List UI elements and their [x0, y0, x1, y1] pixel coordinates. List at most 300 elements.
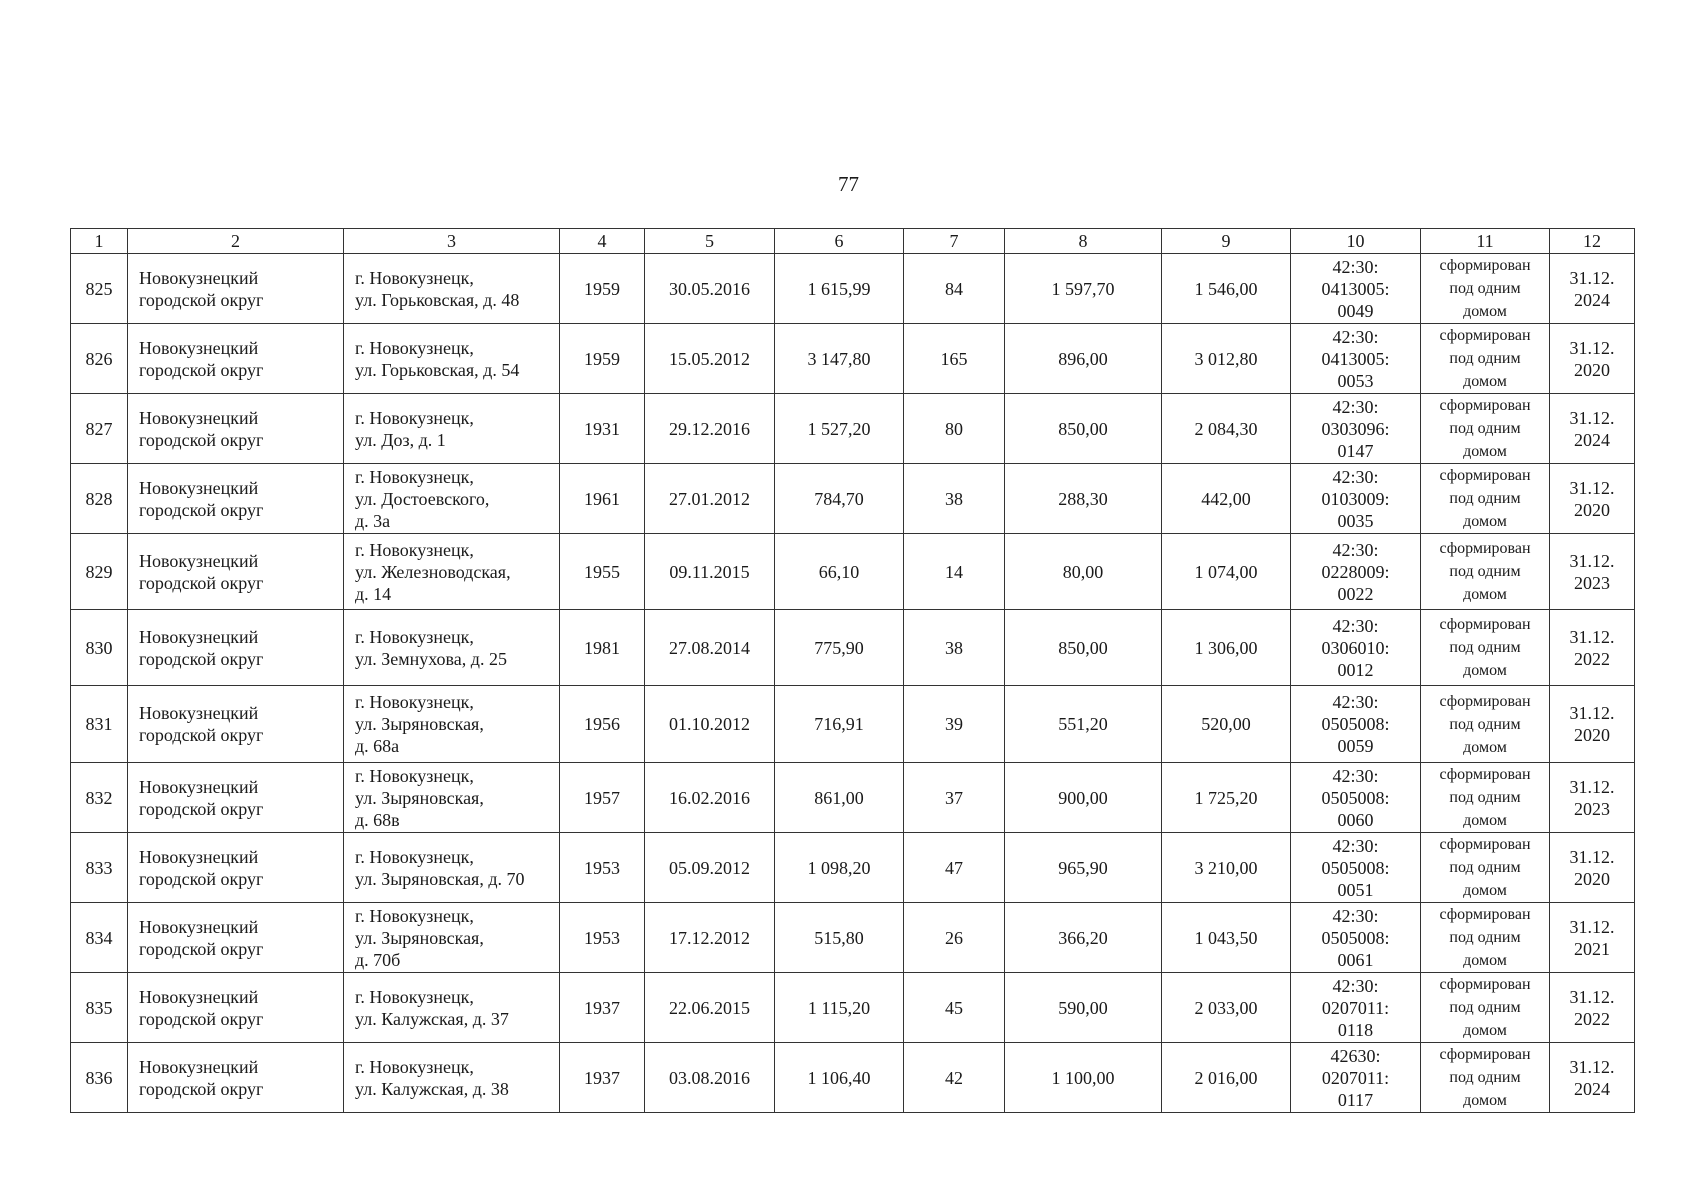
- cell-area-8: 590,00: [1005, 973, 1162, 1043]
- cell-line: домом: [1463, 513, 1507, 530]
- table-row: [71, 973, 1635, 1043]
- cell-line: г. Новокузнецк,: [355, 765, 474, 786]
- cell-residents: 26: [904, 903, 1005, 973]
- cell-build-year: 1937: [560, 1043, 645, 1113]
- cell-line: Новокузнецкий: [139, 477, 259, 498]
- cell-date: 22.06.2015: [645, 973, 775, 1043]
- cell-line: сформирован: [1439, 397, 1531, 414]
- cell-line: г. Новокузнецк,: [355, 986, 474, 1007]
- cell-line: под одним: [1449, 789, 1521, 806]
- cell-line: 42:30:: [1332, 396, 1379, 417]
- cell-line: г. Новокузнецк,: [355, 407, 474, 428]
- cell-line: под одним: [1449, 280, 1521, 297]
- cell-date: 29.12.2016: [645, 394, 775, 464]
- cell-cadastral-number: [1291, 394, 1421, 464]
- column-number-12: 12: [1550, 229, 1635, 254]
- cell-line: Новокузнецкий: [139, 267, 259, 288]
- cell-line: д. 70б: [355, 949, 401, 970]
- cell-area-9: 1 725,20: [1162, 763, 1291, 833]
- cell-line: 42:30:: [1332, 765, 1379, 786]
- cell-line: 0413005:: [1321, 278, 1390, 299]
- cell-address: [344, 973, 560, 1043]
- cell-line: городской округ: [139, 359, 264, 380]
- cell-build-year: 1955: [560, 534, 645, 610]
- cell-line: 0117: [1337, 1089, 1374, 1110]
- cell-build-year: 1957: [560, 763, 645, 833]
- cell-municipality: [128, 1043, 344, 1113]
- cell-line: г. Новокузнецк,: [355, 1056, 474, 1077]
- housing-registry-table: [70, 228, 1635, 1113]
- cell-line: городской округ: [139, 868, 264, 889]
- table-row: [71, 903, 1635, 973]
- cell-area-8: 1 597,70: [1005, 254, 1162, 324]
- cell-line: 2020: [1574, 868, 1610, 889]
- cell-line: Новокузнецкий: [139, 986, 259, 1007]
- cell-line: 2024: [1574, 429, 1610, 450]
- cell-municipality: [128, 394, 344, 464]
- cell-date: 16.02.2016: [645, 763, 775, 833]
- cell-line: 31.12.: [1569, 703, 1615, 723]
- cell-deadline: [1550, 686, 1635, 763]
- cell-area-9: 1 306,00: [1162, 610, 1291, 686]
- cell-residents: 38: [904, 464, 1005, 534]
- cell-address: [344, 903, 560, 973]
- cell-residents: 42: [904, 1043, 1005, 1113]
- cell-area-total: 1 527,20: [775, 394, 904, 464]
- cell-date: 27.01.2012: [645, 464, 775, 534]
- cell-line: 2022: [1574, 648, 1610, 669]
- cell-line: 42:30:: [1332, 466, 1379, 487]
- cell-line: 0306010:: [1321, 637, 1390, 658]
- cell-line: под одним: [1449, 420, 1521, 437]
- cell-area-8: 896,00: [1005, 324, 1162, 394]
- cell-line: Новокузнецкий: [139, 846, 259, 867]
- cell-line: 0118: [1337, 1019, 1374, 1040]
- cell-deadline: [1550, 464, 1635, 534]
- cell-line: под одним: [1449, 715, 1521, 733]
- cell-row-number: 830: [71, 610, 128, 686]
- cell-row-number: 827: [71, 394, 128, 464]
- cell-line: 2023: [1574, 798, 1610, 819]
- cell-line: 0103009:: [1321, 488, 1390, 509]
- cell-row-number: 832: [71, 763, 128, 833]
- cell-line: ул. Горьковская, д. 48: [355, 289, 520, 310]
- cell-row-number: 835: [71, 973, 128, 1043]
- cell-area-total: 1 106,40: [775, 1043, 904, 1113]
- cell-row-number: 825: [71, 254, 128, 324]
- cell-date: 03.08.2016: [645, 1043, 775, 1113]
- cell-line: Новокузнецкий: [139, 916, 259, 937]
- table-row: [71, 324, 1635, 394]
- cell-residents: 39: [904, 686, 1005, 763]
- cell-line: 31.12.: [1569, 626, 1615, 647]
- cell-line: д. 14: [355, 583, 392, 604]
- cell-municipality: [128, 464, 344, 534]
- cell-line: 0505008:: [1321, 714, 1390, 734]
- cell-area-total: 784,70: [775, 464, 904, 534]
- cell-row-number: 829: [71, 534, 128, 610]
- column-number-11: 11: [1421, 229, 1550, 254]
- cell-address: [344, 763, 560, 833]
- cell-cadastral-number: [1291, 610, 1421, 686]
- cell-line: домом: [1463, 1022, 1507, 1039]
- cell-line: Новокузнецкий: [139, 776, 259, 797]
- cell-line: сформирован: [1439, 540, 1531, 557]
- cell-line: под одним: [1449, 350, 1521, 367]
- cell-line: 0022: [1337, 583, 1374, 604]
- cell-line: 2020: [1574, 359, 1610, 380]
- cell-area-total: 716,91: [775, 686, 904, 763]
- cell-deadline: [1550, 324, 1635, 394]
- cell-cadastral-number: [1291, 254, 1421, 324]
- cell-line: ул. Зыряновская,: [355, 787, 484, 808]
- cell-residents: 37: [904, 763, 1005, 833]
- cell-line: 0035: [1337, 510, 1374, 531]
- cell-area-8: 965,90: [1005, 833, 1162, 903]
- cell-line: городской округ: [139, 1078, 264, 1099]
- cell-row-number: 831: [71, 686, 128, 763]
- cell-deadline: [1550, 833, 1635, 903]
- cell-row-number: 826: [71, 324, 128, 394]
- cell-area-total: 515,80: [775, 903, 904, 973]
- cell-area-9: 3 012,80: [1162, 324, 1291, 394]
- cell-area-9: 1 546,00: [1162, 254, 1291, 324]
- cell-line: ул. Калужская, д. 38: [355, 1078, 509, 1099]
- cell-line: домом: [1463, 738, 1507, 756]
- cell-line: ул. Калужская, д. 37: [355, 1008, 509, 1029]
- cell-line: 0060: [1337, 809, 1374, 830]
- column-number-8: 8: [1005, 229, 1162, 254]
- cell-cadastral-number: [1291, 833, 1421, 903]
- cell-date: 01.10.2012: [645, 686, 775, 763]
- cell-line: 42630:: [1330, 1045, 1381, 1066]
- cell-line: сформирован: [1439, 1046, 1531, 1063]
- cell-date: 30.05.2016: [645, 254, 775, 324]
- cell-line: 0051: [1337, 879, 1374, 900]
- cell-row-number: 828: [71, 464, 128, 534]
- cell-deadline: [1550, 610, 1635, 686]
- cell-line: Новокузнецкий: [139, 407, 259, 428]
- cell-line: 31.12.: [1569, 986, 1615, 1007]
- cell-row-number: 834: [71, 903, 128, 973]
- cell-line: городской округ: [139, 725, 264, 745]
- cell-land-plot-status: [1421, 686, 1550, 763]
- cell-land-plot-status: [1421, 973, 1550, 1043]
- cell-date: 27.08.2014: [645, 610, 775, 686]
- cell-line: 2020: [1574, 725, 1610, 745]
- cell-area-9: 2 084,30: [1162, 394, 1291, 464]
- cell-residents: 38: [904, 610, 1005, 686]
- cell-line: 0207011:: [1321, 997, 1390, 1018]
- cell-line: г. Новокузнецк,: [355, 539, 474, 560]
- cell-line: д. 68а: [355, 736, 400, 756]
- cell-line: 0413005:: [1321, 348, 1390, 369]
- cell-line: ул. Горьковская, д. 54: [355, 359, 520, 380]
- cell-line: Новокузнецкий: [139, 1056, 259, 1077]
- cell-line: 2024: [1574, 289, 1610, 310]
- cell-land-plot-status: [1421, 903, 1550, 973]
- cell-line: сформирован: [1439, 766, 1531, 783]
- cell-line: городской округ: [139, 429, 264, 450]
- cell-cadastral-number: [1291, 534, 1421, 610]
- cell-land-plot-status: [1421, 254, 1550, 324]
- cell-line: под одним: [1449, 929, 1521, 946]
- table-row: [71, 1043, 1635, 1113]
- table-row: [71, 686, 1635, 763]
- cell-line: д. 68в: [355, 809, 400, 830]
- cell-line: домом: [1463, 373, 1507, 390]
- cell-address: [344, 833, 560, 903]
- cell-build-year: 1937: [560, 973, 645, 1043]
- cell-municipality: [128, 610, 344, 686]
- column-number-6: 6: [775, 229, 904, 254]
- cell-date: 05.09.2012: [645, 833, 775, 903]
- cell-line: домом: [1463, 882, 1507, 899]
- cell-area-9: 520,00: [1162, 686, 1291, 763]
- cell-area-8: 80,00: [1005, 534, 1162, 610]
- cell-line: 31.12.: [1569, 776, 1615, 797]
- cell-municipality: [128, 903, 344, 973]
- cell-line: 31.12.: [1569, 916, 1615, 937]
- cell-line: Новокузнецкий: [139, 703, 259, 723]
- cell-address: [344, 610, 560, 686]
- cell-area-8: 1 100,00: [1005, 1043, 1162, 1113]
- cell-build-year: 1931: [560, 394, 645, 464]
- cell-line: 2022: [1574, 1008, 1610, 1029]
- cell-line: 0147: [1337, 440, 1374, 461]
- cell-area-8: 551,20: [1005, 686, 1162, 763]
- cell-residents: 45: [904, 973, 1005, 1043]
- cell-line: городской округ: [139, 572, 264, 593]
- cell-deadline: [1550, 394, 1635, 464]
- column-number-4: 4: [560, 229, 645, 254]
- cell-residents: 84: [904, 254, 1005, 324]
- cell-line: сформирован: [1439, 327, 1531, 344]
- cell-line: домом: [1463, 1092, 1507, 1109]
- cell-address: [344, 324, 560, 394]
- cell-build-year: 1961: [560, 464, 645, 534]
- cell-municipality: [128, 833, 344, 903]
- cell-address: [344, 394, 560, 464]
- cell-line: 42:30:: [1332, 615, 1379, 636]
- cell-line: под одним: [1449, 1069, 1521, 1086]
- cell-build-year: 1959: [560, 254, 645, 324]
- table-row: [71, 610, 1635, 686]
- cell-line: городской округ: [139, 499, 264, 520]
- cell-deadline: [1550, 763, 1635, 833]
- cell-line: Новокузнецкий: [139, 337, 259, 358]
- table-row: [71, 763, 1635, 833]
- cell-line: ул. Зыряновская,: [355, 714, 484, 734]
- cell-line: 0505008:: [1321, 857, 1390, 878]
- cell-cadastral-number: [1291, 903, 1421, 973]
- cell-line: 0303096:: [1321, 418, 1390, 439]
- cell-build-year: 1953: [560, 833, 645, 903]
- cell-area-9: 2 033,00: [1162, 973, 1291, 1043]
- cell-line: сформирован: [1439, 906, 1531, 923]
- cell-address: [344, 686, 560, 763]
- cell-line: г. Новокузнецк,: [355, 626, 474, 647]
- cell-line: ул. Зыряновская,: [355, 927, 484, 948]
- cell-cadastral-number: [1291, 763, 1421, 833]
- cell-cadastral-number: [1291, 973, 1421, 1043]
- cell-land-plot-status: [1421, 763, 1550, 833]
- cell-residents: 80: [904, 394, 1005, 464]
- column-number-2: 2: [128, 229, 344, 254]
- cell-line: домом: [1463, 303, 1507, 320]
- cell-address: [344, 534, 560, 610]
- cell-municipality: [128, 763, 344, 833]
- cell-line: г. Новокузнецк,: [355, 267, 474, 288]
- cell-line: г. Новокузнецк,: [355, 905, 474, 926]
- cell-residents: 165: [904, 324, 1005, 394]
- cell-line: 42:30:: [1332, 256, 1379, 277]
- cell-line: 0049: [1337, 300, 1374, 321]
- cell-line: 42:30:: [1332, 905, 1379, 926]
- table-row: [71, 534, 1635, 610]
- cell-line: 2021: [1574, 938, 1610, 959]
- cell-line: 2020: [1574, 499, 1610, 520]
- cell-line: городской округ: [139, 1008, 264, 1029]
- table-row: [71, 464, 1635, 534]
- cell-area-8: 366,20: [1005, 903, 1162, 973]
- cell-area-8: 900,00: [1005, 763, 1162, 833]
- cell-line: г. Новокузнецк,: [355, 692, 474, 712]
- cell-deadline: [1550, 534, 1635, 610]
- cell-line: 0061: [1337, 949, 1374, 970]
- cell-area-total: 861,00: [775, 763, 904, 833]
- cell-line: 0053: [1337, 370, 1374, 391]
- page-number: 77: [838, 172, 859, 196]
- cell-line: под одним: [1449, 563, 1521, 580]
- cell-cadastral-number: [1291, 464, 1421, 534]
- cell-line: под одним: [1449, 639, 1521, 656]
- cell-cadastral-number: [1291, 324, 1421, 394]
- cell-line: домом: [1463, 662, 1507, 679]
- cell-municipality: [128, 534, 344, 610]
- cell-line: 0207011:: [1321, 1067, 1390, 1088]
- cell-build-year: 1959: [560, 324, 645, 394]
- table-row: [71, 254, 1635, 324]
- cell-line: ул. Достоевского,: [355, 488, 490, 509]
- cell-line: сформирован: [1439, 467, 1531, 484]
- column-number-10: 10: [1291, 229, 1421, 254]
- cell-line: под одним: [1449, 999, 1521, 1016]
- cell-area-9: 3 210,00: [1162, 833, 1291, 903]
- cell-line: ул. Железноводская,: [355, 561, 511, 582]
- cell-line: городской округ: [139, 289, 264, 310]
- cell-deadline: [1550, 254, 1635, 324]
- cell-line: 0505008:: [1321, 927, 1390, 948]
- cell-line: 42:30:: [1332, 326, 1379, 347]
- cell-line: д. 3а: [355, 510, 391, 531]
- cell-land-plot-status: [1421, 324, 1550, 394]
- cell-address: [344, 464, 560, 534]
- cell-municipality: [128, 973, 344, 1043]
- table-row: [71, 833, 1635, 903]
- cell-deadline: [1550, 973, 1635, 1043]
- cell-line: под одним: [1449, 490, 1521, 507]
- cell-date: 17.12.2012: [645, 903, 775, 973]
- cell-build-year: 1956: [560, 686, 645, 763]
- cell-line: 0059: [1337, 736, 1374, 756]
- cell-deadline: [1550, 1043, 1635, 1113]
- cell-land-plot-status: [1421, 534, 1550, 610]
- cell-municipality: [128, 686, 344, 763]
- cell-line: 31.12.: [1569, 407, 1615, 428]
- cell-line: 31.12.: [1569, 550, 1615, 571]
- cell-residents: 14: [904, 534, 1005, 610]
- cell-land-plot-status: [1421, 394, 1550, 464]
- cell-line: 42:30:: [1332, 835, 1379, 856]
- cell-municipality: [128, 324, 344, 394]
- cell-land-plot-status: [1421, 1043, 1550, 1113]
- cell-address: [344, 254, 560, 324]
- cell-area-total: 1 115,20: [775, 973, 904, 1043]
- cell-area-total: 66,10: [775, 534, 904, 610]
- cell-line: г. Новокузнецк,: [355, 337, 474, 358]
- cell-land-plot-status: [1421, 610, 1550, 686]
- cell-line: сформирован: [1439, 976, 1531, 993]
- cell-line: домом: [1463, 443, 1507, 460]
- cell-area-total: 3 147,80: [775, 324, 904, 394]
- cell-date: 09.11.2015: [645, 534, 775, 610]
- cell-municipality: [128, 254, 344, 324]
- cell-line: ул. Доз, д. 1: [355, 429, 446, 450]
- cell-line: 31.12.: [1569, 1056, 1615, 1077]
- cell-line: сформирован: [1439, 836, 1531, 853]
- column-number-1: 1: [71, 229, 128, 254]
- cell-line: домом: [1463, 586, 1507, 603]
- cell-area-9: 1 074,00: [1162, 534, 1291, 610]
- cell-row-number: 833: [71, 833, 128, 903]
- cell-land-plot-status: [1421, 833, 1550, 903]
- cell-area-total: 775,90: [775, 610, 904, 686]
- cell-line: городской округ: [139, 938, 264, 959]
- column-number-7: 7: [904, 229, 1005, 254]
- cell-area-9: 442,00: [1162, 464, 1291, 534]
- cell-deadline: [1550, 903, 1635, 973]
- cell-cadastral-number: [1291, 1043, 1421, 1113]
- cell-line: 31.12.: [1569, 267, 1615, 288]
- cell-line: ул. Зыряновская, д. 70: [355, 868, 525, 889]
- column-number-5: 5: [645, 229, 775, 254]
- cell-line: г. Новокузнецк,: [355, 466, 474, 487]
- cell-line: домом: [1463, 812, 1507, 829]
- column-number-3: 3: [344, 229, 560, 254]
- cell-line: 31.12.: [1569, 846, 1615, 867]
- cell-line: ул. Земнухова, д. 25: [355, 648, 507, 669]
- cell-area-total: 1 615,99: [775, 254, 904, 324]
- cell-line: 42:30:: [1332, 692, 1379, 712]
- cell-land-plot-status: [1421, 464, 1550, 534]
- cell-area-8: 850,00: [1005, 610, 1162, 686]
- cell-line: городской округ: [139, 648, 264, 669]
- cell-line: Новокузнецкий: [139, 626, 259, 647]
- cell-line: под одним: [1449, 859, 1521, 876]
- cell-cadastral-number: [1291, 686, 1421, 763]
- cell-build-year: 1953: [560, 903, 645, 973]
- cell-line: 31.12.: [1569, 337, 1615, 358]
- cell-line: сформирован: [1439, 616, 1531, 633]
- cell-area-8: 288,30: [1005, 464, 1162, 534]
- cell-line: Новокузнецкий: [139, 550, 259, 571]
- table-body: [71, 254, 1635, 1113]
- cell-address: [344, 1043, 560, 1113]
- cell-area-total: 1 098,20: [775, 833, 904, 903]
- cell-line: 2023: [1574, 572, 1610, 593]
- cell-date: 15.05.2012: [645, 324, 775, 394]
